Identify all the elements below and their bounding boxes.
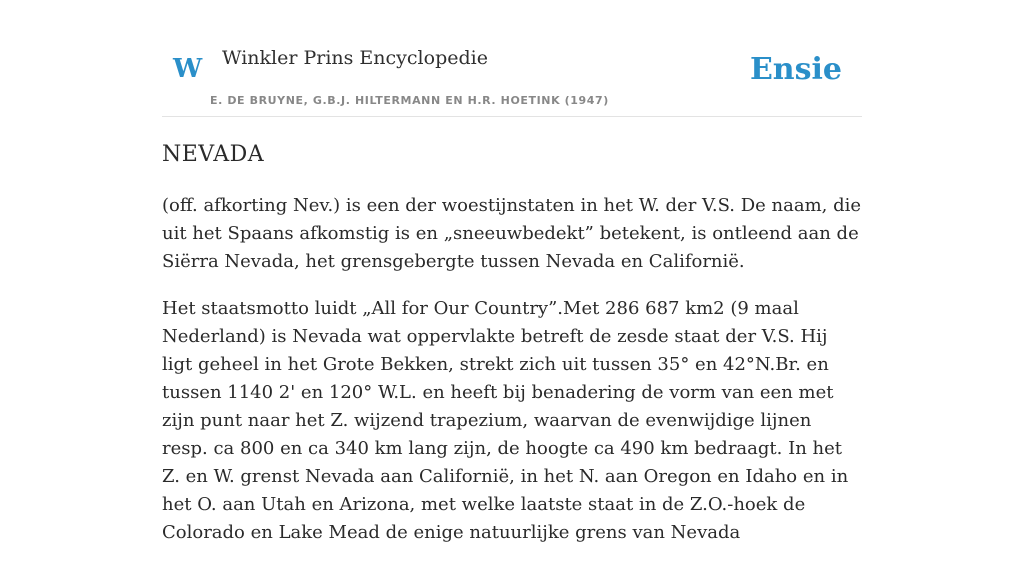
header bbox=[162, 0, 862, 117]
ensie-logo-link[interactable]: Ensie bbox=[749, 52, 842, 87]
authors-line: E. DE BRUYNE, G.B.J. HILTERMANN EN H.R. HOETINK (1947) bbox=[210, 94, 609, 107]
entry-body bbox=[162, 192, 862, 566]
logo-w-icon[interactable]: W bbox=[173, 54, 203, 84]
publication-title[interactable]: Winkler Prins Encyclopedie bbox=[222, 47, 488, 69]
entry-title: NEVADA bbox=[162, 142, 265, 167]
entry-paragraph: Het staatsmotto luidt „All for Our Country”.Met 286 687 km2 (9 maal Nederland) is Nevada wat oppervlakte betreft de zesde staat der V.S. Hij ligt geheel in het Grote Bekken, strekt zich uit tussen 35° en 42°N.Br. en tussen 1140 2' en 120° W.L. en heeft bij benadering de vorm van een met zijn punt naar het Z. wijzend trapezium, waarvan de evenwijdige lijnen resp. ca 800 en ca 340 km lang zijn, de hoogte ca 490 km bedraagt. In het Z. en W. grenst Nevada aan Californië, in het N. aan Oregon en Idaho en in het O. aan Utah en Arizona, met welke laatste staat in de Z.O.-hoek de Colorado en Lake Mead de enige natuurlijke grens van Nevada bbox=[162, 298, 849, 543]
entry-paragraph: (off. afkorting Nev.) is een der woestijnstaten in het W. der V.S. De naam, die uit het Spaans afkomstig is en „sneeuwbedekt” betekent, is ontleend aan de Siërra Nevada, het grensgebergte tussen Nevada en Californië. bbox=[162, 195, 862, 272]
page bbox=[162, 0, 862, 543]
